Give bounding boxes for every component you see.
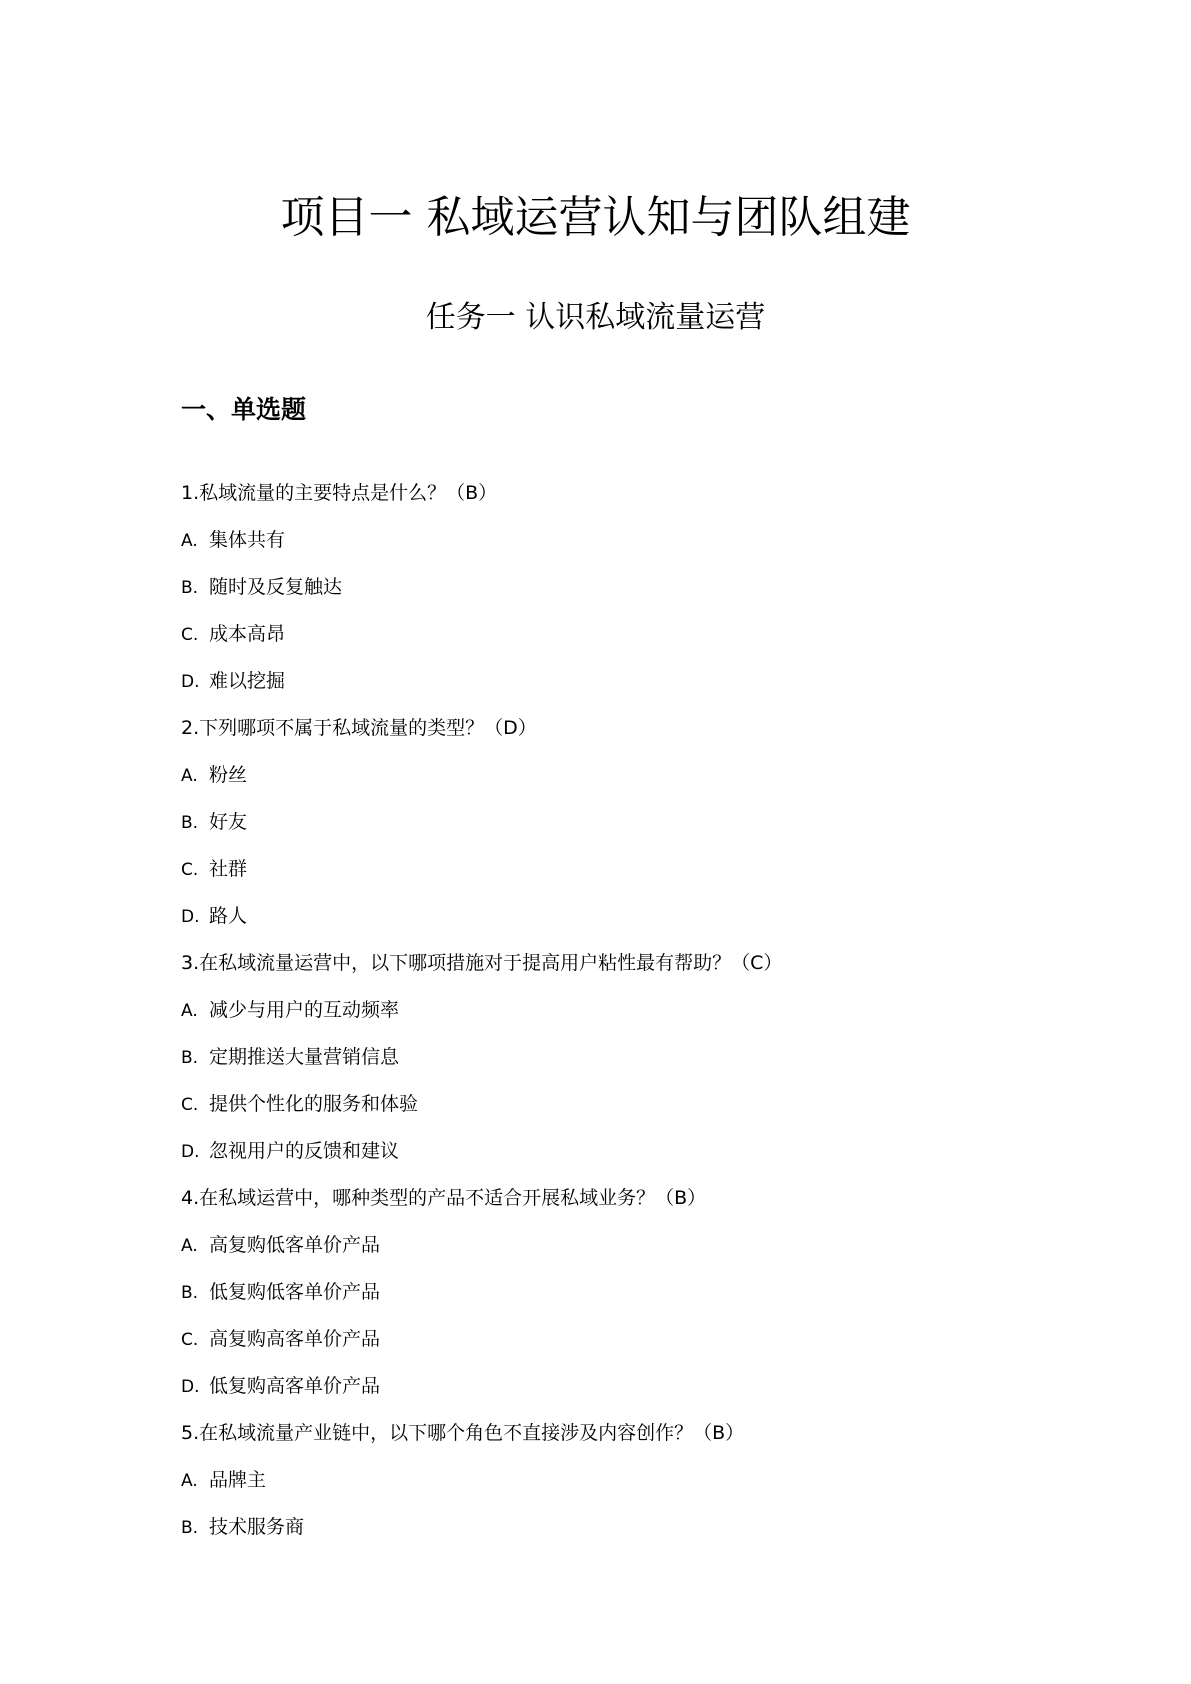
question-3-option-a xyxy=(181,995,1081,1042)
option-letter: C. xyxy=(181,625,199,645)
option-letter: D. xyxy=(181,1142,200,1162)
option-text: 低复购高客单价产品 xyxy=(209,1375,381,1397)
option-text: 减少与用户的互动频率 xyxy=(209,999,400,1021)
question-1-option-d xyxy=(181,666,1081,713)
question-2: 2.下列哪项不属于私域流量的类型？（D） xyxy=(181,717,537,739)
option-text: 好友 xyxy=(209,811,248,833)
option-letter: A. xyxy=(181,1471,198,1491)
option-letter: D. xyxy=(181,672,200,692)
question-4: 4.在私域运营中，哪种类型的产品不适合开展私域业务？（B） xyxy=(181,1187,707,1209)
option-letter: A. xyxy=(181,1236,198,1256)
option-text: 路人 xyxy=(209,905,248,927)
question-list xyxy=(181,478,1081,1559)
option-text: 定期推送大量营销信息 xyxy=(209,1046,400,1068)
option-letter: D. xyxy=(181,1377,200,1397)
option-letter: C. xyxy=(181,860,199,880)
question-2-option-d xyxy=(181,901,1081,948)
option-letter: D. xyxy=(181,907,200,927)
option-text: 技术服务商 xyxy=(209,1516,305,1538)
option-letter: B. xyxy=(181,578,199,598)
option-text: 品牌主 xyxy=(209,1469,267,1491)
option-text: 集体共有 xyxy=(209,529,286,551)
option-letter: B. xyxy=(181,1518,199,1538)
option-letter: B. xyxy=(181,1048,199,1068)
question-1: 1.私域流量的主要特点是什么？（B） xyxy=(181,482,498,504)
option-text: 随时及反复触达 xyxy=(209,576,343,598)
option-letter: B. xyxy=(181,813,199,833)
question-3-option-d xyxy=(181,1136,1081,1183)
option-letter: A. xyxy=(181,531,198,551)
question-4-option-a xyxy=(181,1230,1081,1277)
question-3: 3.在私域流量运营中，以下哪项措施对于提高用户粘性最有帮助？（C） xyxy=(181,952,783,974)
document-title: 项目一 私域运营认知与团队组建 xyxy=(280,192,911,243)
question-2-option-a xyxy=(181,760,1081,807)
option-letter: A. xyxy=(181,1001,198,1021)
option-text: 粉丝 xyxy=(209,764,248,786)
option-text: 难以挖掘 xyxy=(209,670,286,692)
option-text: 忽视用户的反馈和建议 xyxy=(209,1140,400,1162)
question-1-option-b xyxy=(181,572,1081,619)
option-text: 高复购低客单价产品 xyxy=(209,1234,381,1256)
question-1-option-c xyxy=(181,619,1081,666)
option-text: 提供个性化的服务和体验 xyxy=(209,1093,419,1115)
question-3-option-b xyxy=(181,1042,1081,1089)
question-4-option-b xyxy=(181,1277,1081,1324)
question-4-option-d xyxy=(181,1371,1081,1418)
question-5-option-a xyxy=(181,1465,1081,1512)
option-letter: C. xyxy=(181,1330,199,1350)
task-title: 任务一 认识私域流量运营 xyxy=(425,300,766,335)
question-2-option-c xyxy=(181,854,1081,901)
option-text: 社群 xyxy=(209,858,248,880)
question-5: 5.在私域流量产业链中，以下哪个角色不直接涉及内容创作？（B） xyxy=(181,1422,745,1444)
option-text: 低复购低客单价产品 xyxy=(209,1281,381,1303)
option-letter: A. xyxy=(181,766,198,786)
question-1-option-a xyxy=(181,525,1081,572)
option-letter: C. xyxy=(181,1095,199,1115)
option-letter: B. xyxy=(181,1283,199,1303)
question-5-option-b xyxy=(181,1512,1081,1559)
question-3-option-c xyxy=(181,1089,1081,1136)
section-title: 一、单选题 xyxy=(181,395,307,424)
question-4-option-c xyxy=(181,1324,1081,1371)
question-2-option-b xyxy=(181,807,1081,854)
option-text: 高复购高客单价产品 xyxy=(209,1328,381,1350)
option-text: 成本高昂 xyxy=(209,623,286,645)
